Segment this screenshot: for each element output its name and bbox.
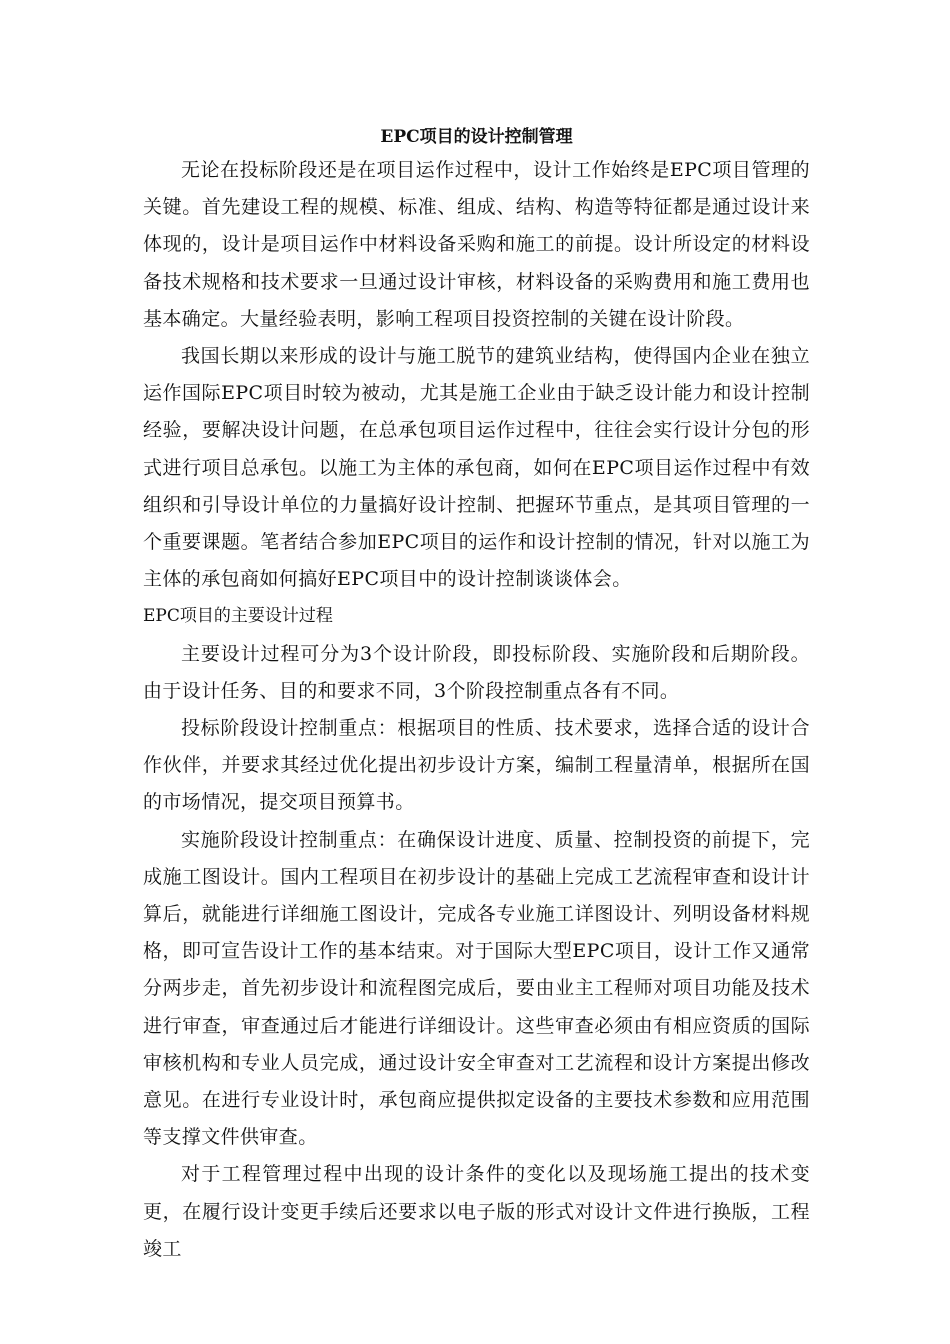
paragraph-bidding-phase: 投标阶段设计控制重点：根据项目的性质、技术要求，选择合适的设计合作伙伴，并要求其经过优化提出初步设计方案，编制工程量清单，根据所在国的市场情况，提交项目预算书。 [143, 717, 810, 814]
paragraph-intro: 无论在投标阶段还是在项目运作过程中，设计工作始终是EPC项目管理的关键。首先建设工程的规模、标准、组成、结构、构造等特征都是通过设计来体现的，设计是项目运作中材料设备采购和施工的前提。设计所设定的材料设备技术规格和技术要求一旦通过设计审核，材料设备的采购费用和施工费用也基本确定。大量经验表明，影响工程项目投资控制的关键在设计阶段。 [143, 159, 810, 330]
section-heading: EPC项目的主要设计过程 [143, 606, 333, 627]
paragraph-phases: 主要设计过程可分为3个设计阶段，即投标阶段、实施阶段和后期阶段。由于设计任务、目的和要求不同，3个阶段控制重点各有不同。 [143, 642, 810, 702]
document-body [143, 122, 810, 1268]
document-title: EPC项目的设计控制管理 [380, 127, 573, 147]
paragraph-background: 我国长期以来形成的设计与施工脱节的建筑业结构，使得国内企业在独立运作国际EPC项目时较为被动，尤其是施工企业由于缺乏设计能力和设计控制经验，要解决设计问题，在总承包项目运作过程中，往往会实行设计分包的形式进行项目总承包。以施工为主体的承包商，如何在EPC项目运作过程中有效组织和引导设计单位的力量搞好设计控制、把握环节重点，是其项目管理的一个重要课题。笔者结合参加EPC项目的运作和设计控制的情况，针对以施工为主体的承包商如何搞好EPC项目中的设计控制谈谈体会。 [143, 345, 810, 591]
paragraph-implementation-phase: 实施阶段设计控制重点：在确保设计进度、质量、控制投资的前提下，完成施工图设计。国内工程项目在初步设计的基础上完成工艺流程审查和设计计算后，就能进行详细施工图设计，完成各专业施工详图设计、列明设备材料规格，即可宣告设计工作的基本结束。对于国际大型EPC项目，设计工作又通常分两步走，首先初步设计和流程图完成后，要由业主工程师对项目功能及技术进行审查，审查通过后才能进行详细设计。这些审查必须由有相应资质的国际审核机构和专业人员完成，通过设计安全审查对工艺流程和设计方案提出修改意见。在进行专业设计时，承包商应提供拟定设备的主要技术参数和应用范围等支撑文件供审查。 [143, 828, 810, 1149]
paragraph-design-changes: 对于工程管理过程中出现的设计条件的变化以及现场施工提出的技术变更，在履行设计变更手续后还要求以电子版的形式对设计文件进行换版，工程竣工 [143, 1163, 810, 1260]
